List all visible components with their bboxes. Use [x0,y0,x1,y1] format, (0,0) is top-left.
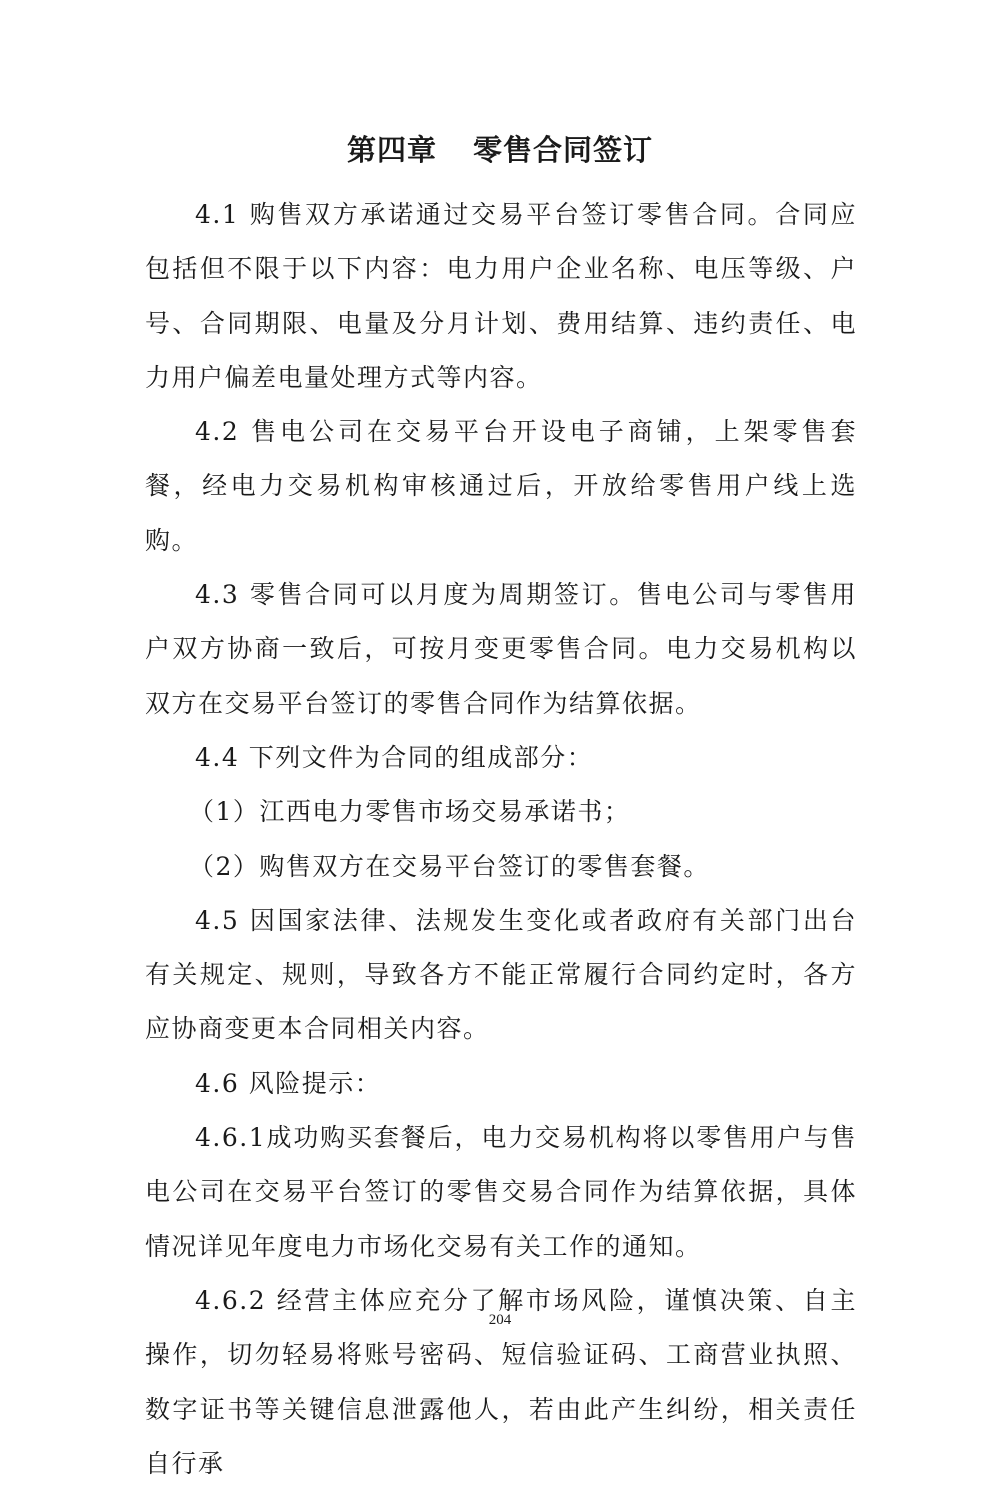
paragraph-4-3: 4.3 零售合同可以月度为周期签订。售电公司与零售用户双方协商一致后，可按月变更零售合同。电力交易机构以双方在交易平台签订的零售合同作为结算依据。 [145,580,857,718]
page-number: 204 [488,1312,512,1328]
paragraph-4-4: 4.4 下列文件为合同的组成部分： [195,742,594,772]
paragraph-4-6: 4.6 风险提示： [195,1068,382,1098]
list-item-1: （1）江西电力零售市场交易承诺书； [189,797,631,827]
paragraph-4-5: 4.5 因国家法律、法规发生变化或者政府有关部门出台有关规定、规则，导致各方不能正常履行合同约定时，各方应协商变更本合同相关内容。 [145,905,857,1044]
list-item-2: （2）购售双方在交易平台签订的零售套餐。 [189,851,710,881]
paragraph-4-6-1: 4.6.1成功购买套餐后，电力交易机构将以零售用户与售电公司在交易平台签订的零售交易合同作为结算依据，具体情况详见年度电力市场化交易有关工作的通知。 [145,1123,857,1261]
paragraph-4-2: 4.2 售电公司在交易平台开设电子商铺，上架零售套餐，经电力交易机构审核通过后，开放给零售用户线上选购。 [145,417,857,555]
paragraph-4-1: 4.1 购售双方承诺通过交易平台签订零售合同。合同应包括但不限于以下内容：电力用户企业名称、电压等级、户号、合同期限、电量及分月计划、费用结算、违约责任、电力用户偏差电量处理方式等内容。 [145,200,857,392]
paragraph-4-6-2: 4.6.2 经营主体应充分了解市场风险，谨慎决策、自主操作，切勿轻易将账号密码、短信验证码、工商营业执照、数字证书等关键信息泄露他人，若由此产生纠纷，相关责任自行承 [145,1285,857,1478]
chapter-name: 零售合同签订 [473,133,654,167]
chapter-title [0,128,1000,169]
body-text [145,188,857,1491]
chapter-number: 第四章 [346,133,437,167]
